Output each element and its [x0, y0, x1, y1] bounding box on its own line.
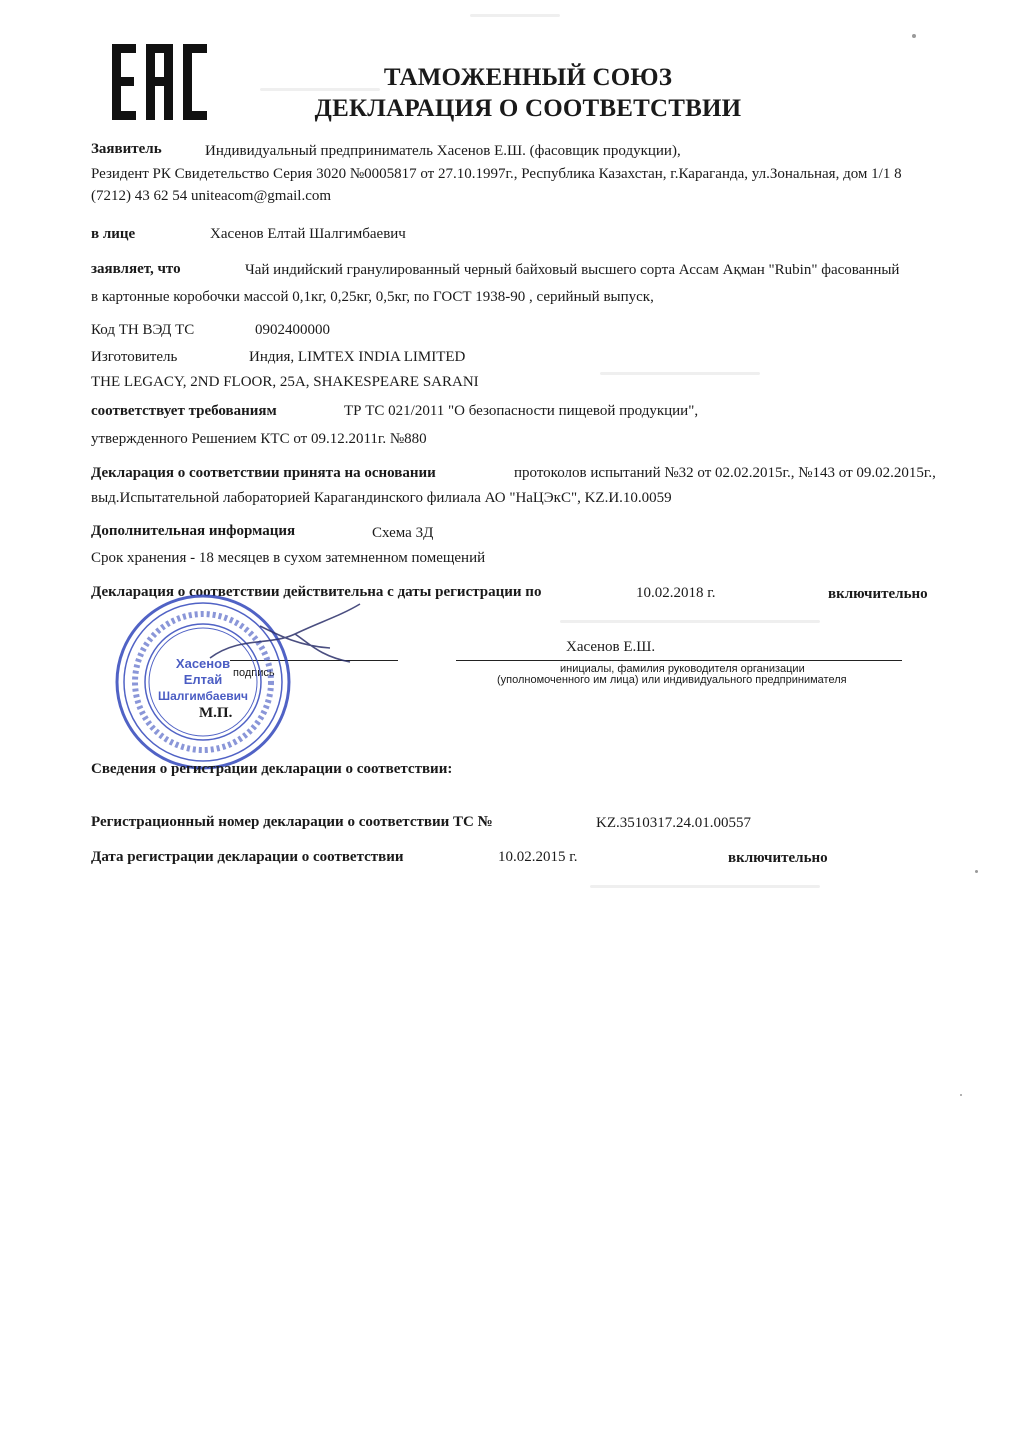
mp-label: М.П. [199, 705, 233, 721]
basis-label: Декларация о соответствии принята на основании [91, 465, 436, 481]
requirements-label: соответствует требованиям [91, 403, 277, 419]
registration-suffix: включительно [728, 850, 828, 866]
applicant-line3: (7212) 43 62 54 uniteacom@gmail.com [91, 188, 332, 204]
scan-speck [912, 34, 916, 38]
requirements-value: ТР ТС 021/2011 "О безопасности пищевой продукции", [344, 403, 699, 419]
manufacturer-label: Изготовитель [91, 349, 178, 365]
statement-line2: в картонные коробочки массой 0,1кг, 0,25кг, 0,5кг, по ГОСТ 1938-90 , серийный выпуск, [91, 289, 654, 305]
manufacturer-value: Индия, LIMTEX INDIA LIMITED [249, 349, 466, 365]
signatory-name: Хасенов Е.Ш. [566, 639, 656, 655]
scan-ghost [260, 88, 380, 91]
stamp-name-1: Хасенов [175, 656, 231, 671]
additional-line2: Срок хранения - 18 месяцев в сухом затемненном помещений [91, 550, 486, 566]
scan-speck [960, 1094, 962, 1096]
validity-suffix: включительно [828, 586, 928, 602]
person-label: в лице [91, 226, 136, 242]
title-line2: ДЕКЛАРАЦИЯ О СООТВЕТСТВИИ [314, 95, 742, 122]
registration-date: 10.02.2015 г. [498, 849, 578, 865]
stamp-name-2: Елтай [183, 672, 223, 687]
validity-date: 10.02.2018 г. [636, 585, 716, 601]
validity-label: Декларация о соответствии действительна с даты регистрации по [91, 584, 542, 600]
person-value: Хасенов Елтай Шалгимбаевич [210, 226, 406, 242]
applicant-line2: Резидент РК Свидетельство Серия 3020 №0005817 от 27.10.1997г., Республика Казахстан, г.Караганда, ул.Зональная, дом 1/1 8 [91, 166, 902, 182]
scan-ghost [590, 885, 820, 888]
scan-ghost [600, 372, 760, 375]
signature-caption: подпись [233, 667, 275, 679]
registration-heading: Сведения о регистрации декларации о соответствии: [91, 761, 453, 777]
eac-logo [110, 42, 210, 122]
registration-number-label: Регистрационный номер декларации о соответствии ТС № [91, 814, 493, 830]
additional-value: Схема 3Д [372, 525, 434, 541]
signatory-caption-line1: инициалы, фамилия руководителя организации [560, 663, 805, 675]
requirements-line2: утвержденного Решением КТС от 09.12.2011г. №880 [91, 431, 427, 447]
statement-line1: Чай индийский гранулированный черный байховый высшего сорта Ассам Ақман "Rubin" фасованный [245, 262, 900, 278]
registration-number: KZ.3510317.24.01.00557 [596, 815, 751, 831]
scan-speck [975, 870, 978, 873]
manufacturer-address: THE LEGACY, 2ND FLOOR, 25A, SHAKESPEARE SARANI [91, 374, 479, 390]
name-line [456, 660, 902, 661]
basis-value: протоколов испытаний №32 от 02.02.2015г., №143 от 09.02.2015г., [514, 465, 936, 481]
tn-ved-label: Код ТН ВЭД ТС [91, 322, 195, 338]
title-line1: ТАМОЖЕННЫЙ СОЮЗ [383, 64, 673, 91]
basis-line2: выд.Испытательной лабораторией Карагандинского филиала АО "НаЦЭкС", KZ.И.10.0059 [91, 490, 672, 506]
scan-ghost [560, 620, 820, 623]
registration-date-label: Дата регистрации декларации о соответствии [91, 849, 404, 865]
applicant-line1: Индивидуальный предприниматель Хасенов Е.Ш. (фасовщик продукции), [205, 143, 681, 159]
applicant-label: Заявитель [91, 141, 162, 157]
signature-scribble [200, 596, 380, 676]
stamp-name-3: Шалгимбаевич [158, 689, 248, 703]
signatory-caption-line2: (уполномоченного им лица) или индивидуального предпринимателя [497, 674, 847, 686]
scan-ghost [470, 14, 560, 17]
additional-label: Дополнительная информация [91, 523, 296, 539]
tn-ved-value: 0902400000 [255, 322, 330, 338]
statement-label: заявляет, что [91, 261, 181, 277]
